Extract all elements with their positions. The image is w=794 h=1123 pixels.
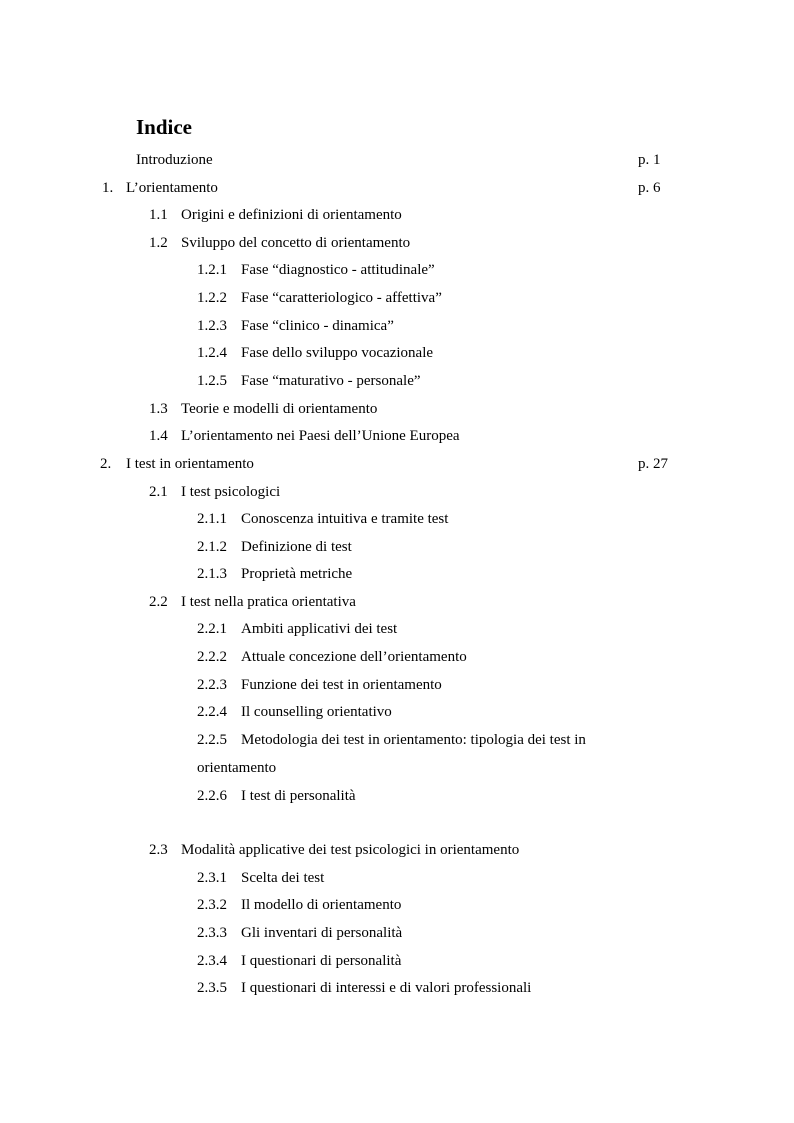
toc-entry-num: 2.3 (149, 842, 168, 858)
toc-entry-num: 1.4 (149, 428, 168, 444)
toc-entry-num: 1.2.4 (197, 345, 227, 361)
toc-entry-label-continuation: orientamento (197, 760, 277, 776)
toc-entry-label: Funzione dei test in orientamento (241, 677, 442, 693)
toc-entry-num: 1.3 (149, 401, 168, 417)
toc-ch1-num: 1. (102, 180, 114, 196)
toc-ch2-page: p. 27 (638, 456, 668, 472)
toc-entry-label: Fase “diagnostico - attitudinale” (241, 262, 435, 278)
toc-entry-num: 2.3.5 (197, 980, 227, 996)
toc-entry-num: 2.3.3 (197, 925, 227, 941)
toc-intro-page: p. 1 (638, 152, 661, 168)
toc-entry-label: Attuale concezione dell’orientamento (241, 649, 467, 665)
toc-entry-label: Fase “clinico - dinamica” (241, 318, 394, 334)
toc-entry-num: 2.2.6 (197, 788, 227, 804)
toc-entry-num: 2.3.4 (197, 953, 227, 969)
toc-entry-label: I test psicologici (181, 484, 281, 500)
toc-entry-num: 2.1.2 (197, 539, 227, 555)
toc-ch1-label: L’orientamento (126, 180, 218, 196)
toc-entry-num: 2.2.4 (197, 704, 227, 720)
toc-entry-num: 2.1 (149, 484, 168, 500)
toc-entry-num: 2.1.3 (197, 566, 227, 582)
toc-intro-label: Introduzione (136, 152, 213, 168)
toc-entry-num: 2.3.1 (197, 870, 227, 886)
toc-entry-label: I test nella pratica orientativa (181, 594, 356, 610)
toc-ch2-num: 2. (100, 456, 112, 472)
toc-title: Indice (136, 115, 193, 139)
toc-entry-label: Fase “maturativo - personale” (241, 373, 421, 389)
toc-entry-num: 1.2.3 (197, 318, 227, 334)
toc-entry-num: 1.2 (149, 235, 168, 251)
toc-entry-label: Gli inventari di personalità (241, 925, 403, 941)
toc-ch2-label: I test in orientamento (126, 456, 254, 472)
toc-entry-num: 2.2.1 (197, 621, 227, 637)
toc-entry-label: Fase “caratteriologico - affettiva” (241, 290, 442, 306)
toc-entry-label: Teorie e modelli di orientamento (181, 401, 378, 417)
toc-entry-num: 2.3.2 (197, 897, 227, 913)
toc-entry-num: 2.2.3 (197, 677, 227, 693)
toc-entry-num: 1.1 (149, 207, 168, 223)
toc-entry-label: Scelta dei test (241, 870, 325, 886)
toc-entry-num: 2.2 (149, 594, 168, 610)
toc-entry-label: L’orientamento nei Paesi dell’Unione Europea (181, 428, 460, 444)
toc-entry-label: Conoscenza intuitiva e tramite test (241, 511, 449, 527)
toc-entry-num: 2.1.1 (197, 511, 227, 527)
toc-entry-label: I questionari di personalità (241, 953, 402, 969)
toc-entry-num: 1.2.2 (197, 290, 227, 306)
toc-entry-label: Modalità applicative dei test psicologici in orientamento (181, 842, 520, 858)
toc-entry-label: Definizione di test (241, 539, 352, 555)
toc-entry-num: 2.2.5 (197, 732, 227, 748)
toc-entry-label: Il counselling orientativo (241, 704, 392, 720)
toc-entry-label: Origini e definizioni di orientamento (181, 207, 402, 223)
toc-entry-label: I test di personalità (241, 788, 356, 804)
toc-entry-label: Il modello di orientamento (241, 897, 402, 913)
toc-entry-label: Sviluppo del concetto di orientamento (181, 235, 411, 251)
toc-entry-label: Fase dello sviluppo vocazionale (241, 345, 434, 361)
toc-entry-num: 1.2.5 (197, 373, 227, 389)
toc-ch1-page: p. 6 (638, 180, 661, 196)
toc-entry-label: Ambiti applicativi dei test (241, 621, 398, 637)
toc-entry-num: 2.2.2 (197, 649, 227, 665)
toc-entry-label: Metodologia dei test in orientamento: tipologia dei test in (241, 732, 586, 748)
toc-entry-num: 1.2.1 (197, 262, 227, 278)
toc-entry-label: I questionari di interessi e di valori professionali (241, 980, 532, 996)
toc-entry-label: Proprietà metriche (241, 566, 353, 582)
